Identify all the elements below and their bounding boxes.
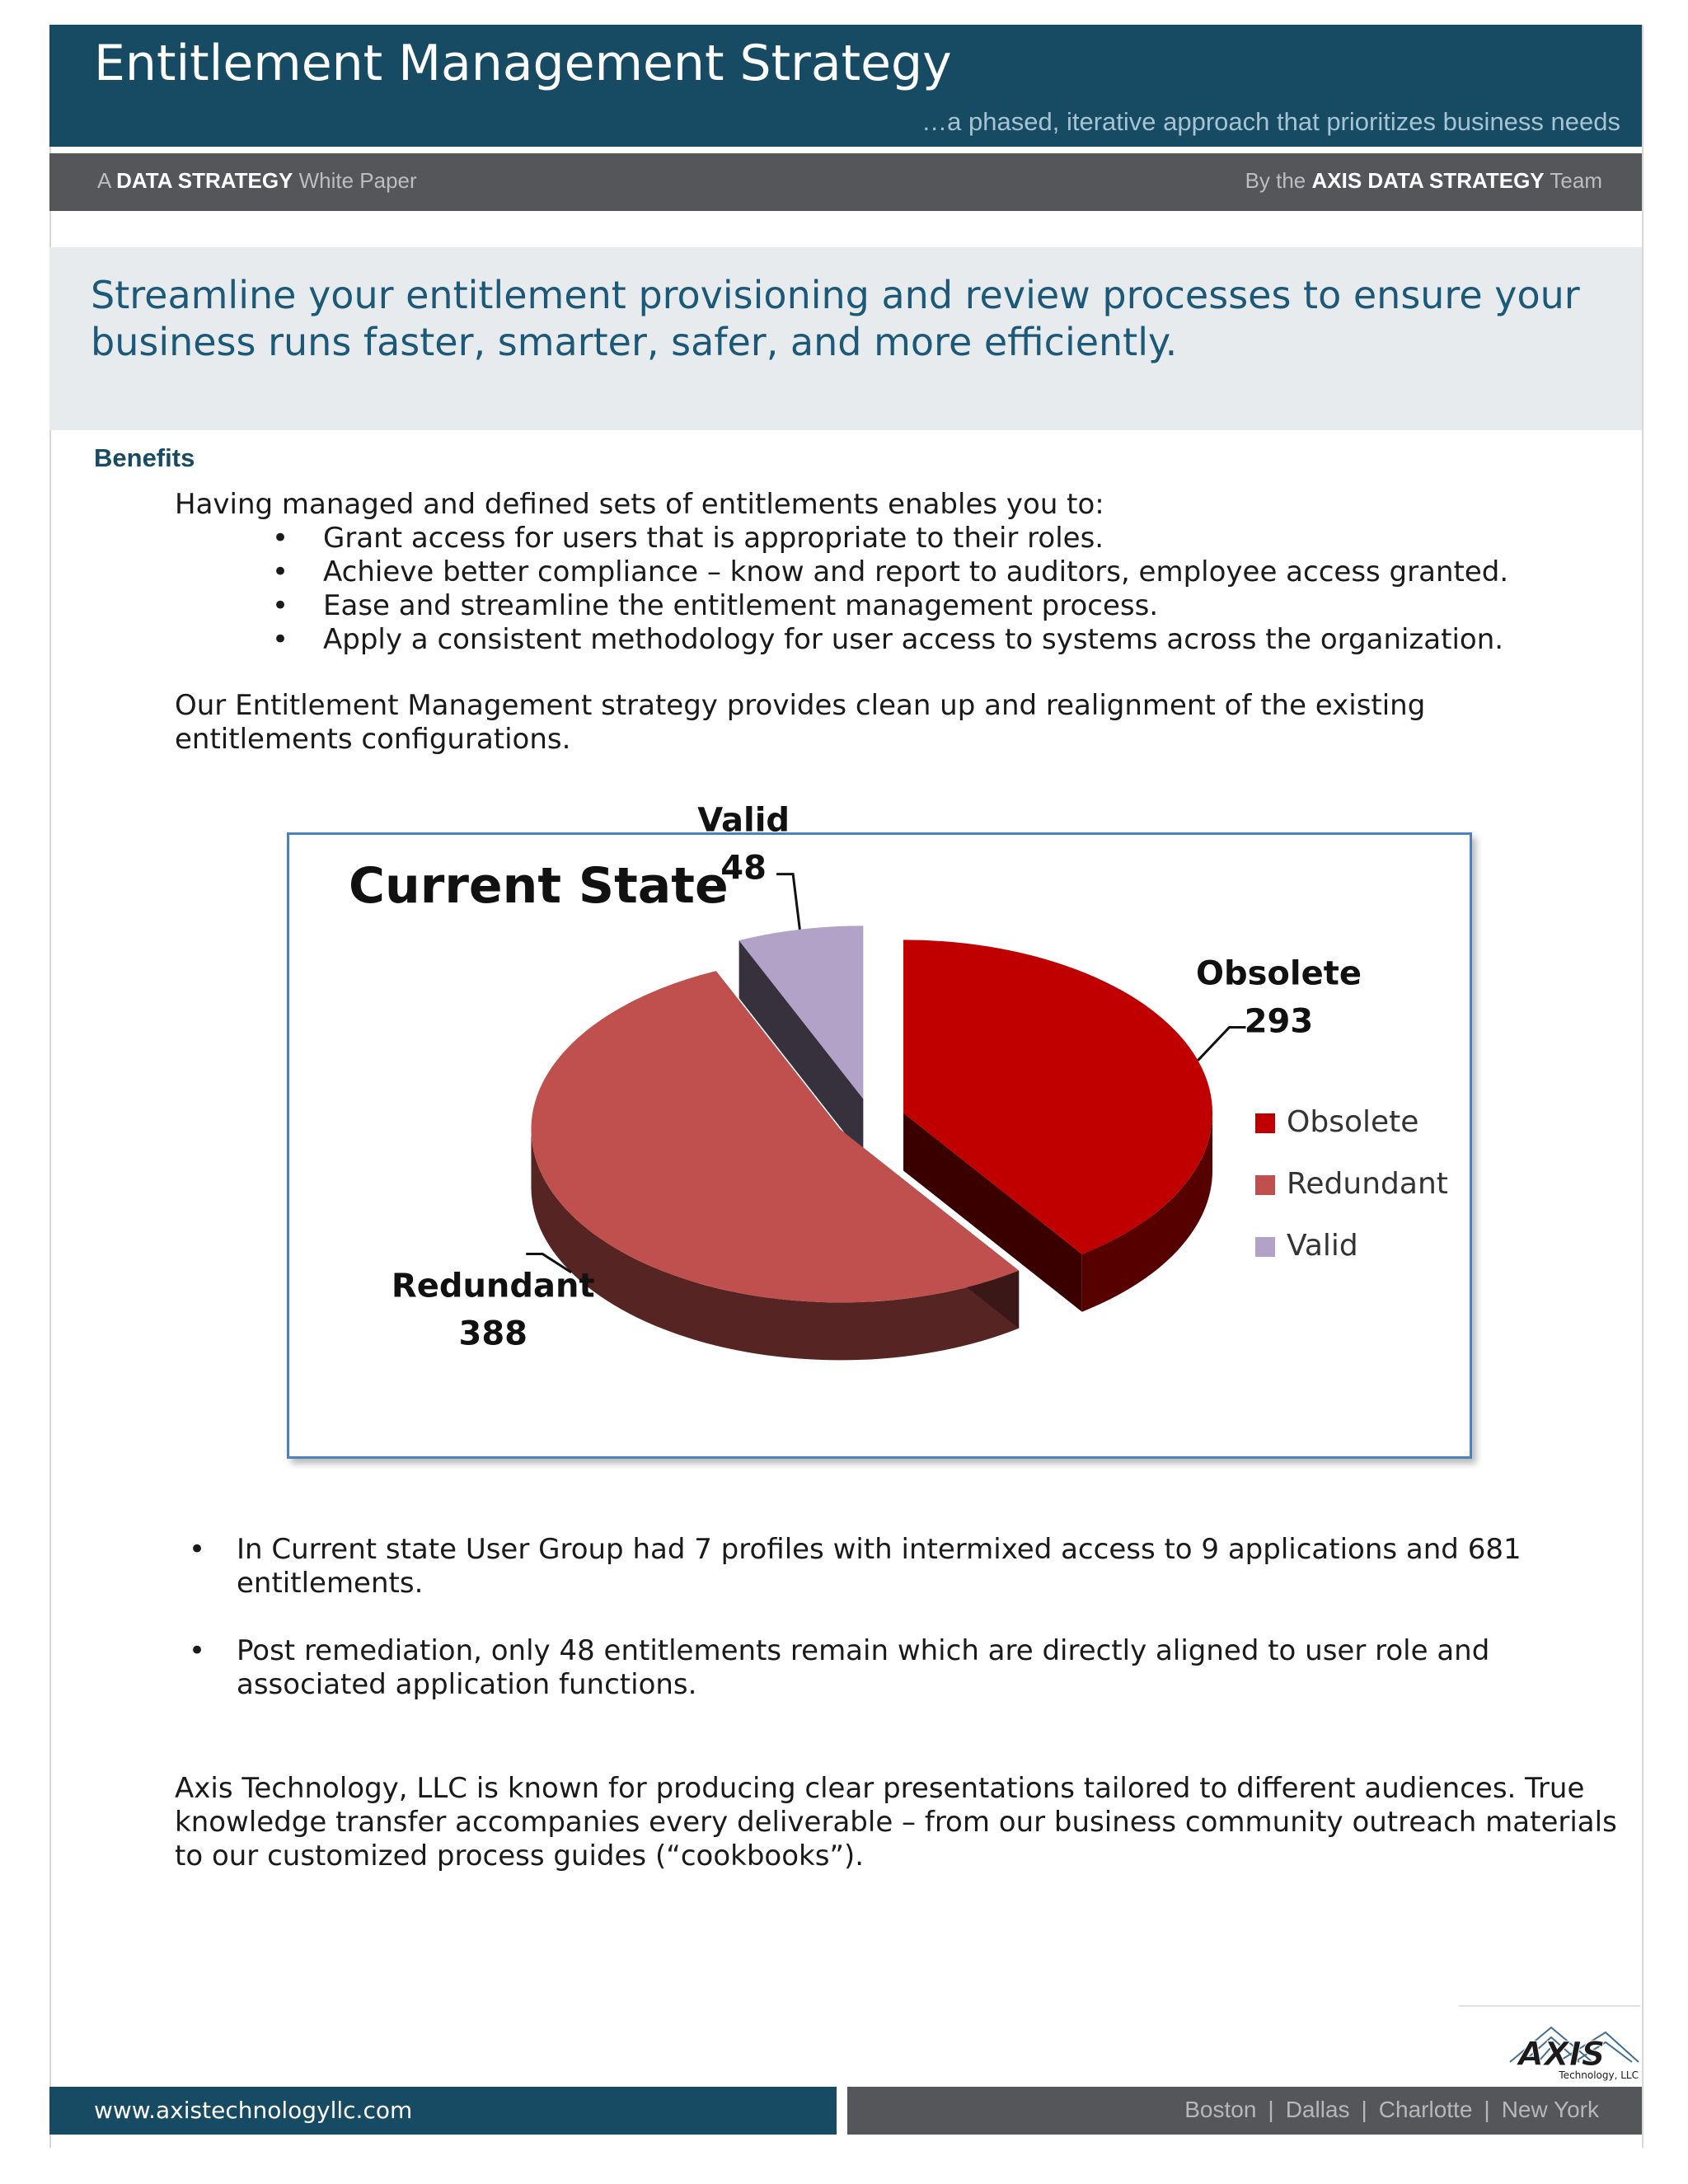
footer-website-bar [49,2087,837,2135]
city-label: New York [1501,2097,1599,2122]
pie-chart-svg [289,801,1470,1456]
closing-paragraph: Axis Technology, LLC is known for producing clear presentations tailored to different audiences. True knowledge transfer accompanies every deliverable – from our business community outreach materials to our customized process guides (“cookbooks”). [175,1772,1617,1872]
list-item: • Achieve better compliance – know and report to auditors, employee access granted. [272,555,1509,588]
legend-swatch-obsolete [1255,1113,1275,1133]
current-state-chart [287,801,1472,1459]
author-credit: By the AXIS DATA STRATEGY Team [1245,168,1602,193]
axis-logo-icon [1459,2004,1640,2080]
chart-title: Current State [349,857,729,915]
bullet-icon: • [272,589,289,622]
title-banner [49,25,1642,147]
subtitle-banner [49,153,1642,211]
city-label: Boston [1184,2097,1257,2122]
data-label-name-redundant: Redundant [391,1267,595,1305]
hero-panel [49,247,1642,430]
bullet-icon: • [272,522,289,555]
legend-swatch-valid [1255,1237,1275,1257]
bullet-icon: • [189,1533,206,1566]
website-link[interactable]: www.axistechnologyllc.com [94,2097,413,2124]
data-label-value-obsolete: 293 [1244,1002,1314,1041]
results-list [175,1533,1642,1736]
legend-label-redundant: Redundant [1287,1167,1448,1201]
document-title: Entitlement Management Strategy [94,35,952,92]
list-item: • Apply a consistent methodology for user access to systems across the organization. [272,623,1504,656]
bullet-icon: • [272,555,289,588]
city-label: Dallas [1285,2097,1350,2122]
data-label-name-valid: Valid [697,801,790,840]
city-label: Charlotte [1378,2097,1473,2122]
list-item: • Post remediation, only 48 entitlements remain which are directly aligned to user role and associated application functions. [189,1634,1490,1701]
legend-label-valid: Valid [1287,1229,1358,1263]
data-label-name-obsolete: Obsolete [1195,954,1362,993]
list-item: • In Current state User Group had 7 profiles with intermixed access to 9 applications and 681 entitlements. [189,1533,1522,1600]
paper-type: A DATA STRATEGY White Paper [97,168,417,193]
office-locations: Boston | Dallas | Charlotte | New York [1184,2097,1599,2122]
svg-text:Technology, LLC: Technology, LLC [1559,2069,1639,2081]
svg-text:AXIS: AXIS [1518,2036,1606,2074]
bullet-icon: • [272,623,289,656]
leader-line-obsolete [1198,1028,1245,1061]
data-label-value-valid: 48 [720,849,767,888]
strategy-paragraph: Our Entitlement Management strategy provides clean up and realignment of the existing entitlements configurations. [175,689,1426,756]
benefits-heading: Benefits [94,443,195,472]
list-item: • Ease and streamline the entitlement management process. [272,589,1159,622]
list-item: • Grant access for users that is appropriate to their roles. [272,522,1104,555]
footer-locations-bar [847,2087,1642,2135]
benefits-intro: Having managed and defined sets of entitlements enables you to: [175,488,1104,521]
tagline: …a phased, iterative approach that prioritizes business needs [921,107,1620,136]
legend-swatch-redundant [1255,1175,1275,1195]
benefits-list [175,522,1508,657]
bullet-icon: • [189,1634,206,1667]
legend-label-obsolete: Obsolete [1287,1105,1419,1139]
data-label-value-redundant: 388 [458,1315,528,1353]
hero-statement: Streamline your entitlement provisioning and review processes to ensure your business runs faster, smarter, safer, and more efficiently. [91,273,1580,364]
leader-line-valid [776,874,799,930]
